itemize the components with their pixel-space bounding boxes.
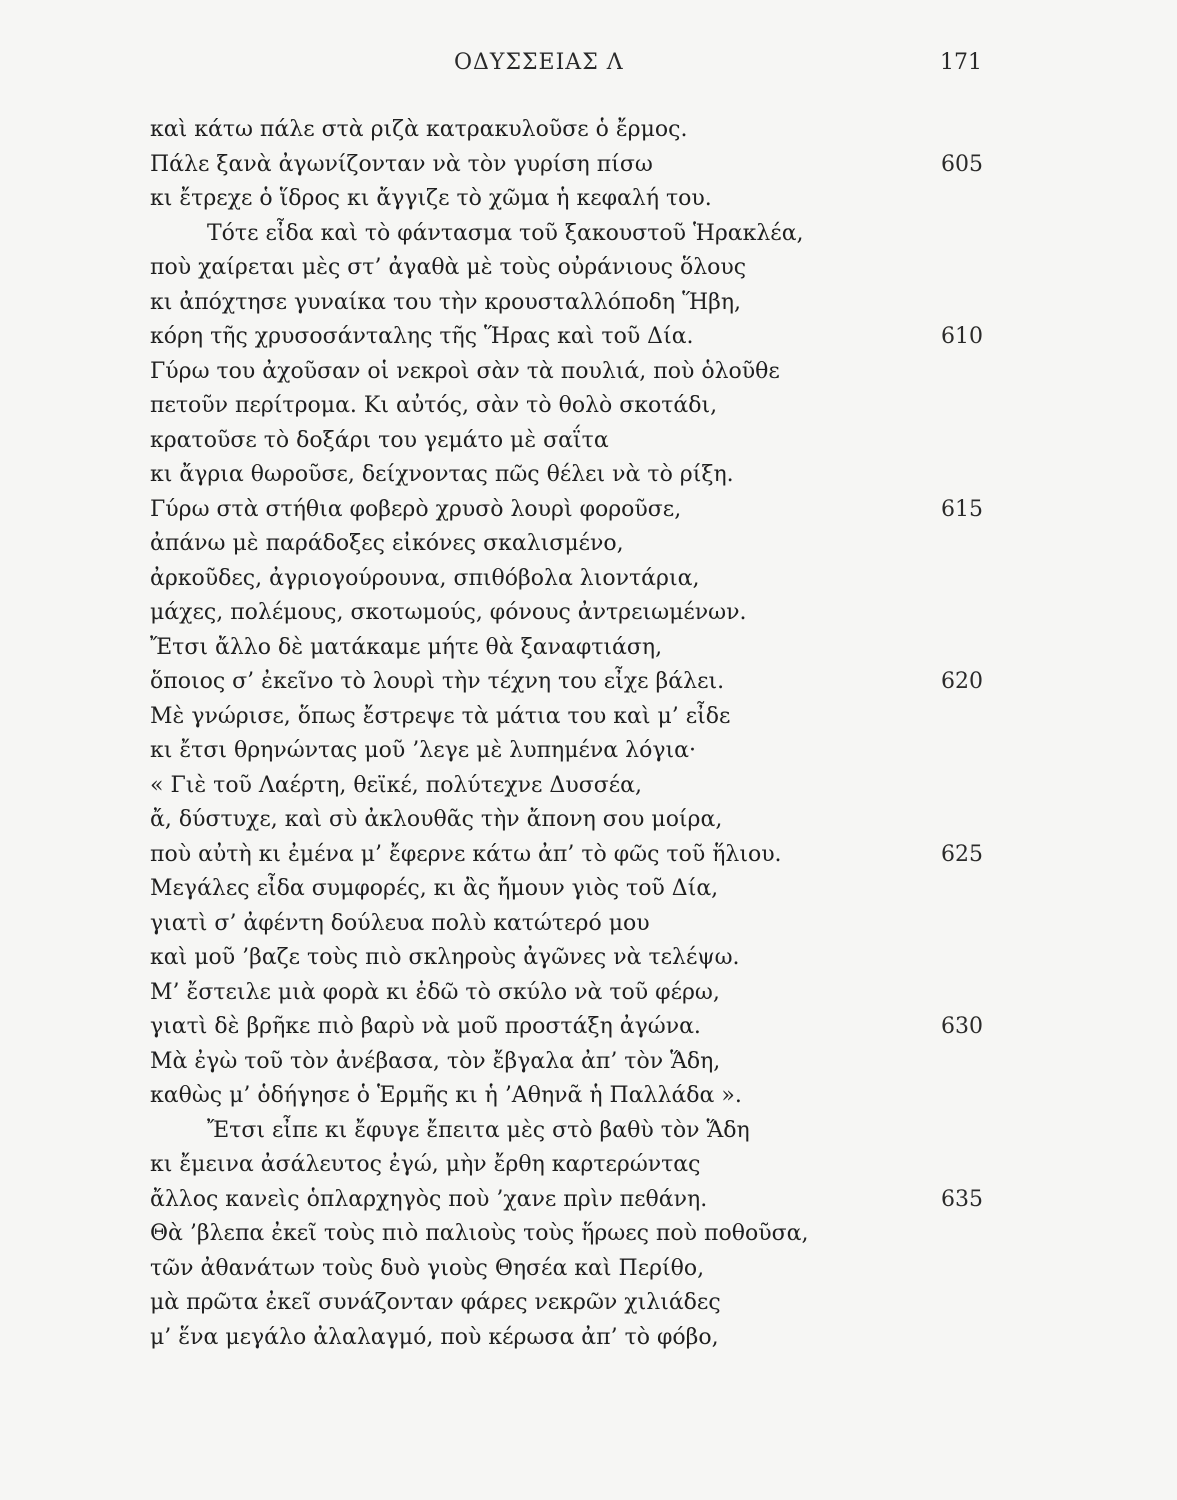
verse-text: κι ἀπόχτησε γυναίκα του τὴν κρουσταλλόποδη Ἥβη,: [150, 289, 742, 315]
verse-line: [150, 320, 1000, 355]
verse-line: [150, 389, 1000, 424]
verse-text: γιατὶ δὲ βρῆκε πιὸ βαρὺ νὰ μοῦ προστάξη ἀγώνα.: [150, 1014, 701, 1039]
verse-line: [150, 734, 1000, 769]
verse-line: [150, 286, 1000, 321]
verse-text: ποὺ χαίρεται μὲς στ’ ἀγαθὰ μὲ τοὺς οὐράνιους ὅλους: [150, 255, 747, 280]
verse-text: Μὲ γνώρισε, ὅπως ἔστρεψε τὰ μάτια του καὶ μ’ εἶδε: [150, 703, 731, 729]
verse-text: ἀπάνω μὲ παράδοξες εἰκόνες σκαλισμένο,: [150, 531, 624, 556]
verse-line: [150, 493, 1000, 528]
verse-line: [150, 872, 1000, 907]
verse-line: [150, 1286, 1000, 1321]
verse-text: καὶ μοῦ ’βαζε τοὺς πιὸ σκληροὺς ἀγῶνες νὰ τελέψω.: [150, 945, 740, 970]
line-number: 630: [941, 1014, 983, 1039]
verse-line: [150, 596, 1000, 631]
verse-text: ἀρκοῦδες, ἀγριογούρουνα, σπιθόβολα λιοντάρια,: [150, 565, 700, 591]
verse-line: [150, 1079, 1000, 1114]
verse-line: [150, 631, 1000, 666]
verse-text: Θὰ ’βλεπα ἐκεῖ τοὺς πιὸ παλιοὺς τοὺς ἥρωες ποὺ ποθοῦσα,: [150, 1221, 809, 1246]
verse-text: καὶ κάτω πάλε στὰ ριζὰ κατρακυλοῦσε ὁ ἔρμος.: [150, 117, 688, 142]
verse-text: Ἔτσι ἄλλο δὲ ματάκαμε μήτε θὰ ξαναφτιάση,: [150, 634, 663, 660]
verse-text: ποὺ αὐτὴ κι ἐμένα μ’ ἔφερνε κάτω ἀπ’ τὸ φῶς τοῦ ἥλιου.: [150, 841, 782, 867]
verse-line: [150, 1321, 1000, 1356]
verse-line: [150, 976, 1000, 1011]
verse-text: Μεγάλες εἶδα συμφορές, κι ἂς ἤμουν γιὸς τοῦ Δία,: [150, 876, 719, 901]
line-number: 625: [941, 841, 983, 867]
verse-line: [150, 148, 1000, 183]
verse-line: [150, 1183, 1000, 1218]
poem-text: [150, 113, 1000, 1355]
verse-text: μάχες, πολέμους, σκοτωμούς, φόνους ἀντρειωμένων.: [150, 600, 747, 625]
verse-text: καθὼς μ’ ὁδήγησε ὁ Ἑρμῆς κι ἡ ’Αθηνᾶ ἡ Παλλάδα ».: [150, 1083, 742, 1108]
verse-text: κι ἔτσι θρηνώντας μοῦ ’λεγε μὲ λυπημένα λόγια·: [150, 738, 696, 763]
verse-line: [150, 182, 1000, 217]
verse-text: ἄλλος κανεὶς ὁπλαρχηγὸς ποὺ ’χανε πρὶν πεθάνη.: [150, 1186, 708, 1212]
verse-text: Πάλε ξανὰ ἀγωνίζονταν νὰ τὸν γυρίση πίσω: [150, 151, 653, 177]
verse-line: [150, 803, 1000, 838]
line-number: 620: [941, 669, 983, 694]
verse-text: Γύρω του ἀχοῦσαν οἱ νεκροὶ σὰν τὰ πουλιά, ποὺ ὁλοῦθε: [150, 358, 780, 384]
verse-text: κι ἔμεινα ἀσάλευτος ἐγώ, μὴν ἔρθη καρτερώντας: [150, 1152, 701, 1177]
verse-line: [150, 424, 1000, 459]
line-number: 605: [941, 151, 983, 177]
verse-line: [150, 251, 1000, 286]
verse-line: [150, 665, 1000, 700]
line-number: 610: [941, 324, 983, 349]
verse-line: [150, 1114, 1000, 1149]
verse-text: κόρη τῆς χρυσοσάνταλης τῆς Ἥρας καὶ τοῦ Δία.: [150, 324, 694, 349]
verse-text: « Γιὲ τοῦ Λαέρτη, θεϊκέ, πολύτεχνε Δυσσέα,: [150, 772, 642, 798]
verse-text: Τότε εἶδα καὶ τὸ φάντασμα τοῦ ξακουστοῦ Ἡρακλέα,: [207, 220, 804, 246]
verse-line: [150, 941, 1000, 976]
verse-line: [150, 1010, 1000, 1045]
verse-text: γιατὶ σ’ ἀφέντη δούλευα πολὺ κατώτερό μου: [150, 910, 650, 936]
line-number: 635: [941, 1186, 983, 1212]
verse-text: κρατοῦσε τὸ δοξάρι του γεμάτο μὲ σαΐτα: [150, 427, 609, 453]
verse-line: [150, 1252, 1000, 1287]
verse-text: κι ἄγρια θωροῦσε, δείχνοντας πῶς θέλει νὰ τὸ ρίξη.: [150, 462, 734, 487]
verse-text: πετοῦν περίτρομα. Κι αὐτός, σὰν τὸ θολὸ σκοτάδι,: [150, 393, 718, 418]
page-header: [0, 50, 1177, 84]
verse-line: [150, 700, 1000, 735]
verse-text: ὅποιος σ’ ἐκεῖνο τὸ λουρὶ τὴν τέχνη του εἶχε βάλει.: [150, 669, 725, 694]
verse-text: Μ’ ἔστειλε μιὰ φορὰ κι ἐδῶ τὸ σκύλο νὰ τοῦ φέρω,: [150, 979, 720, 1005]
verse-line: [150, 907, 1000, 942]
line-number: 615: [941, 496, 983, 522]
verse-line: [150, 562, 1000, 597]
verse-line: [150, 113, 1000, 148]
verse-text: μὰ πρῶτα ἐκεῖ συνάζονταν φάρες νεκρῶν χιλιάδες: [150, 1290, 721, 1315]
verse-text: κι ἔτρεχε ὁ ἵδρος κι ἄγγιζε τὸ χῶμα ἡ κεφαλή του.: [150, 186, 712, 211]
verse-text: Γύρω στὰ στήθια φοβερὸ χρυσὸ λουρὶ φοροῦσε,: [150, 496, 682, 522]
verse-line: [150, 1217, 1000, 1252]
verse-line: [150, 355, 1000, 390]
verse-line: [150, 1045, 1000, 1080]
verse-text: μ’ ἕνα μεγάλο ἀλαλαγμό, ποὺ κέρωσα ἀπ’ τὸ φόβο,: [150, 1324, 719, 1350]
verse-line: [150, 527, 1000, 562]
verse-line: [150, 838, 1000, 873]
page-number: 171: [940, 50, 982, 75]
verse-line: [150, 217, 1000, 252]
verse-text: Ἔτσι εἶπε κι ἔφυγε ἔπειτα μὲς στὸ βαθὺ τὸν Ἅδη: [207, 1117, 750, 1143]
verse-text: τῶν ἀθανάτων τοὺς δυὸ γιοὺς Θησέα καὶ Περίθο,: [150, 1255, 705, 1281]
verse-text: Μὰ ἐγὼ τοῦ τὸν ἀνέβασα, τὸν ἔβγαλα ἀπ’ τὸν Ἅδη,: [150, 1048, 721, 1074]
verse-line: [150, 458, 1000, 493]
verse-text: ἄ, δύστυχε, καὶ σὺ ἀκλουθᾶς τὴν ἄπονη σου μοίρα,: [150, 807, 723, 832]
verse-line: [150, 1148, 1000, 1183]
running-title: ΟΔΥΣΣΕΙΑΣ Λ: [454, 50, 624, 75]
verse-line: [150, 769, 1000, 804]
